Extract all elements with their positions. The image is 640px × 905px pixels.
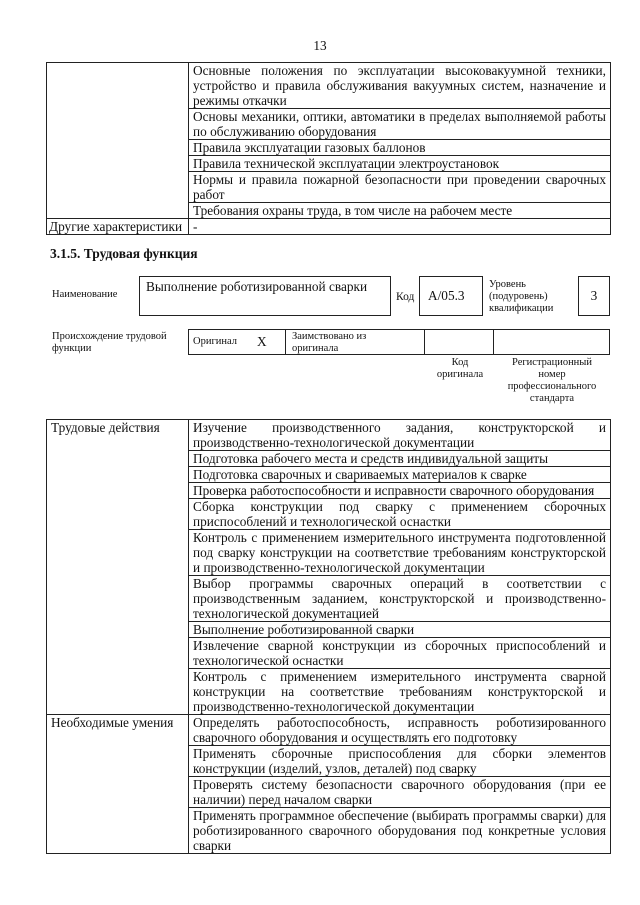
labor-actions-label: Трудовые действия <box>47 420 189 715</box>
labor-action-item: Подготовка сварочных и свариваемых материалов к сварке <box>189 467 611 483</box>
divider <box>493 329 494 354</box>
table-row <box>47 715 611 746</box>
labor-action-item: Контроль с применением измерительного инструмента подготовленной под сварку конструкции на соответствие требованиям конструкторской и производственно-технологической документации <box>189 530 611 576</box>
labor-action-item: Сборка конструкции под сварку с применением сборочных приспособлений и технологической оснастки <box>189 499 611 530</box>
knowledge-item: Правила эксплуатации газовых баллонов <box>189 140 611 156</box>
labor-action-item: Изучение производственного задания, конструкторской и производственно-технологической документации <box>189 420 611 451</box>
table-row <box>47 63 611 109</box>
section-title: 3.1.5. Трудовая функция <box>50 246 198 261</box>
function-name-value: Выполнение роботизированной сварки <box>146 279 368 294</box>
knowledge-item: Основы механики, оптики, автоматики в пределах выполняемой работы по обслуживанию оборудования <box>189 109 611 140</box>
table-label-cell <box>47 63 189 219</box>
level-box <box>578 276 610 316</box>
code-of-original-caption: Код оригинала <box>436 357 484 380</box>
labor-function-table <box>46 419 611 854</box>
divider <box>285 329 286 354</box>
level-value: 3 <box>590 288 598 303</box>
labor-action-item: Подготовка рабочего места и средств индивидуальной защиты <box>189 451 611 467</box>
borrowed-label: Заимствовано из оригинала <box>292 331 367 354</box>
skill-item: Применять сборочные приспособления для сборки элементов конструкции (изделий, узлов, деталей) под сварку <box>189 746 611 777</box>
labor-action-item: Контроль с применением измерительного инструмента сварной конструкции на соответствие требованиям конструкторской и производственно-технологической документации <box>189 669 611 715</box>
knowledge-item: Правила технической эксплуатации электроустановок <box>189 156 611 172</box>
page-number: 13 <box>313 38 327 53</box>
divider <box>424 329 425 354</box>
knowledge-table <box>46 62 611 235</box>
skills-label: Необходимые умения <box>47 715 189 854</box>
code-value: A/05.3 <box>428 288 465 303</box>
labor-action-item: Проверка работоспособности и исправности сварочного оборудования <box>189 483 611 499</box>
registration-number-caption: Регистрационный номер профессионального стандарта <box>507 357 597 404</box>
function-name-box <box>139 276 391 316</box>
knowledge-item: Требования охраны труда, в том числе на рабочем месте <box>189 203 611 219</box>
table-row <box>47 219 611 235</box>
origin-row <box>188 329 610 355</box>
code-box <box>419 276 483 316</box>
skill-item: Проверять систему безопасности сварочного оборудования (при ее наличии) перед началом сварки <box>189 777 611 808</box>
labor-action-item: Выбор программы сварочных операций в соответствии с производственным заданием, конструкторской и производственно-технологической документацией <box>189 576 611 622</box>
knowledge-item: Нормы и правила пожарной безопасности при проведении сварочных работ <box>189 172 611 203</box>
original-label: Оригинал <box>193 336 237 347</box>
table-row <box>47 420 611 451</box>
origin-label: Происхождение трудовой функции <box>52 331 167 354</box>
skill-item: Определять работоспособность, исправность роботизированного сварочного оборудования и осуществлять его подготовку <box>189 715 611 746</box>
skill-item: Применять программное обеспечение (выбирать программы сварки) для роботизированного сварочного оборудования под конкретные условия сварки <box>189 808 611 854</box>
other-characteristics-label: Другие характеристики <box>47 219 189 235</box>
original-mark: X <box>257 334 267 349</box>
labor-action-item: Извлечение сварной конструкции из сборочных приспособлений и технологической оснастки <box>189 638 611 669</box>
knowledge-item: Основные положения по эксплуатации высоковакуумной техники, устройство и правила обслуживания вакуумных систем, назначение и режимы откачки <box>189 63 611 109</box>
code-label: Код <box>396 291 415 303</box>
level-label: Уровень (подуровень) квалификации <box>489 279 554 314</box>
other-characteristics-value: - <box>189 219 611 235</box>
name-label: Наименование <box>52 289 118 300</box>
labor-action-item: Выполнение роботизированной сварки <box>189 622 611 638</box>
